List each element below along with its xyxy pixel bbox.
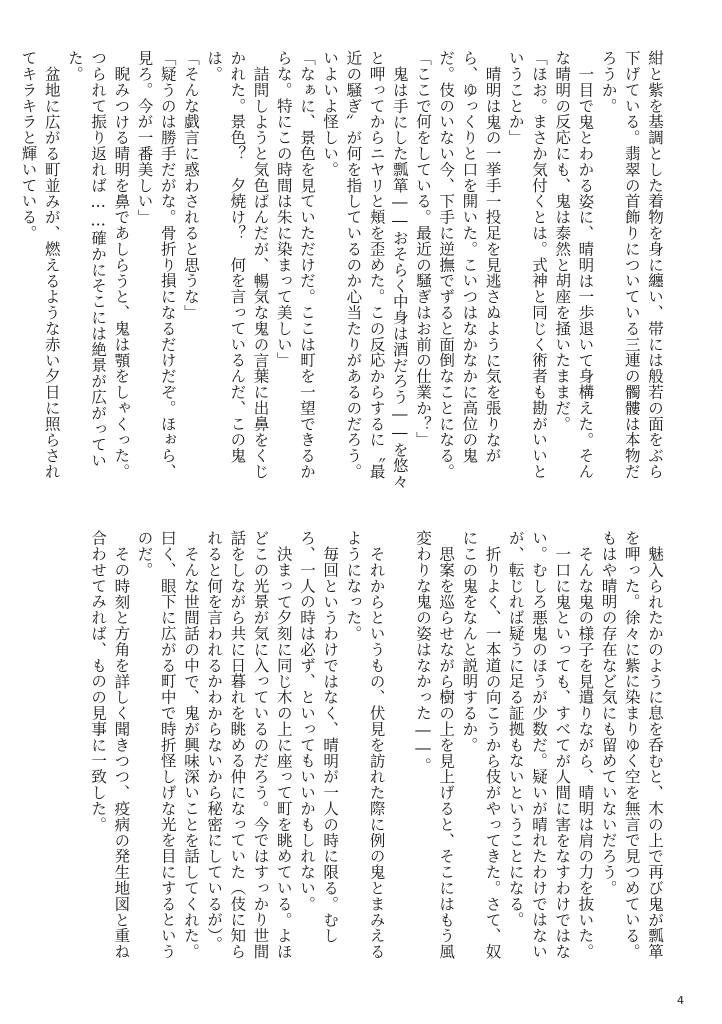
paragraph: 紺と紫を基調とした着物を身に纏い、帯には般若の面をぶら下げている。翡翠の首飾りについている三連の髑髏は本物だろうか。 [599, 50, 664, 480]
paragraph: その時刻と方角を詳しく聞きつつ、疫病の発生地図と重ね合わせてみれば、ものの見事に一致した。 [89, 530, 131, 959]
bottom-text-tier [52, 530, 666, 970]
paragraph: 魅入られたかのように息を呑むと、木の上で再び鬼が瓢箪を呷った。徐々に紫に染まりゆく空を無言で見つめている。もはや晴明の存在など気にも留めていないだろう。 [599, 530, 664, 960]
paragraph: 一口に鬼といっても、すべてが人間に害をなすわけではない。むしろ悪鬼のほうが少数だ。疑いが晴れたわけではないが、転じれば疑うに足る証拠もないということになる。 [506, 530, 572, 960]
paragraph: 「ここで何をしている。最近の騒ぎはお前の仕業か？」 [413, 50, 432, 448]
paragraph: 「そんな戯言に惑わされると思うな」 [181, 50, 200, 321]
page-number: 4 [677, 994, 684, 1007]
paragraph: そんな世間話の中で、鬼が興味深いことを話してくれた。曰く、眼下に広がる町中で時折怪しげな光を目にするというのだ。 [135, 530, 200, 960]
paragraph: 「ほお。まさか気付くとは。式神と同じく術者も勘がいいということか」 [506, 50, 548, 480]
paragraph: 詰問しようと気色ばんだが、暢気な鬼の言葉に出鼻をくじかれた。景色？ 夕焼け？ 何を言っているんだ、この鬼は。 [205, 50, 270, 479]
paragraph: 「なぁに、景色を見ていただけだ。ここは町を一望できるからな。特にこの時間は朱に染まって美しい」 [274, 50, 316, 480]
paragraph: 毎回というわけではなく、晴明が一人の時に限る。むしろ、一人の時は必ず、といってもいいかもしれない。 [297, 530, 340, 943]
paragraph: 思案を巡らせながら樹の上を見上げると、そこにはもう風変わりな鬼の姿はなかった――。 [413, 530, 456, 959]
top-text-tier [19, 50, 666, 490]
paragraph: 鬼は手にした瓢箪――おそらく中身は酒だろう――を悠々と呷ってからニヤリと頬を歪めた。この反応からするに〝最近の騒ぎ〟が何を指しているのか心当たりがあるのだろう。いよいよ怪しい。 [321, 50, 409, 489]
paragraph: 盆地に広がる町並みが、燃えるような赤い夕日に照らされてキラキラと輝いている。 [19, 50, 61, 479]
paragraph: 一目で鬼とわかる姿に、晴明は一歩退いて身構えた。そんな晴明の反応にも、鬼は泰然と胡座を掻いたままだ。 [553, 50, 595, 479]
paragraph: それからというもの、伏見を訪れた際に例の鬼とまみえるようになった。 [344, 530, 386, 959]
paragraph: 決まって夕刻に同じ木の上に座って町を眺めている。よほどこの光景が気に入っているのだろう。今ではすっかり世間話をしながら共に日暮れを眺める仲になっていた（伎に知られると何を言われるかわからないから秘密にしているが）。 [205, 530, 293, 960]
paragraph [388, 530, 411, 970]
paragraph: 「疑うのは勝手だがな。骨折り損になるだけだぞ。ほぉら、見ろ。今が一番美しい」 [135, 50, 177, 480]
paragraph: 折りよく、一本道の向こうから伎がやってきた。さて、奴にこの鬼をなんと説明するか。 [460, 530, 502, 959]
paragraph: そんな鬼の様子を見遣りながら、晴明は肩の力を抜いた。 [576, 545, 595, 959]
paragraph: 睨みつける晴明を鼻であしらうと、鬼は顎をしゃくった。つられて振り返れば……確かにそこには絶景が広がっていた。 [65, 50, 131, 479]
paragraph: 晴明は鬼の一挙手一投足を見逃さぬように気を張りながら、ゆっくりと口を開いた。こいつはなかなかに高位の鬼だ。伎のいない今、下手に逆撫でずると面倒なことになる。 [437, 50, 502, 480]
